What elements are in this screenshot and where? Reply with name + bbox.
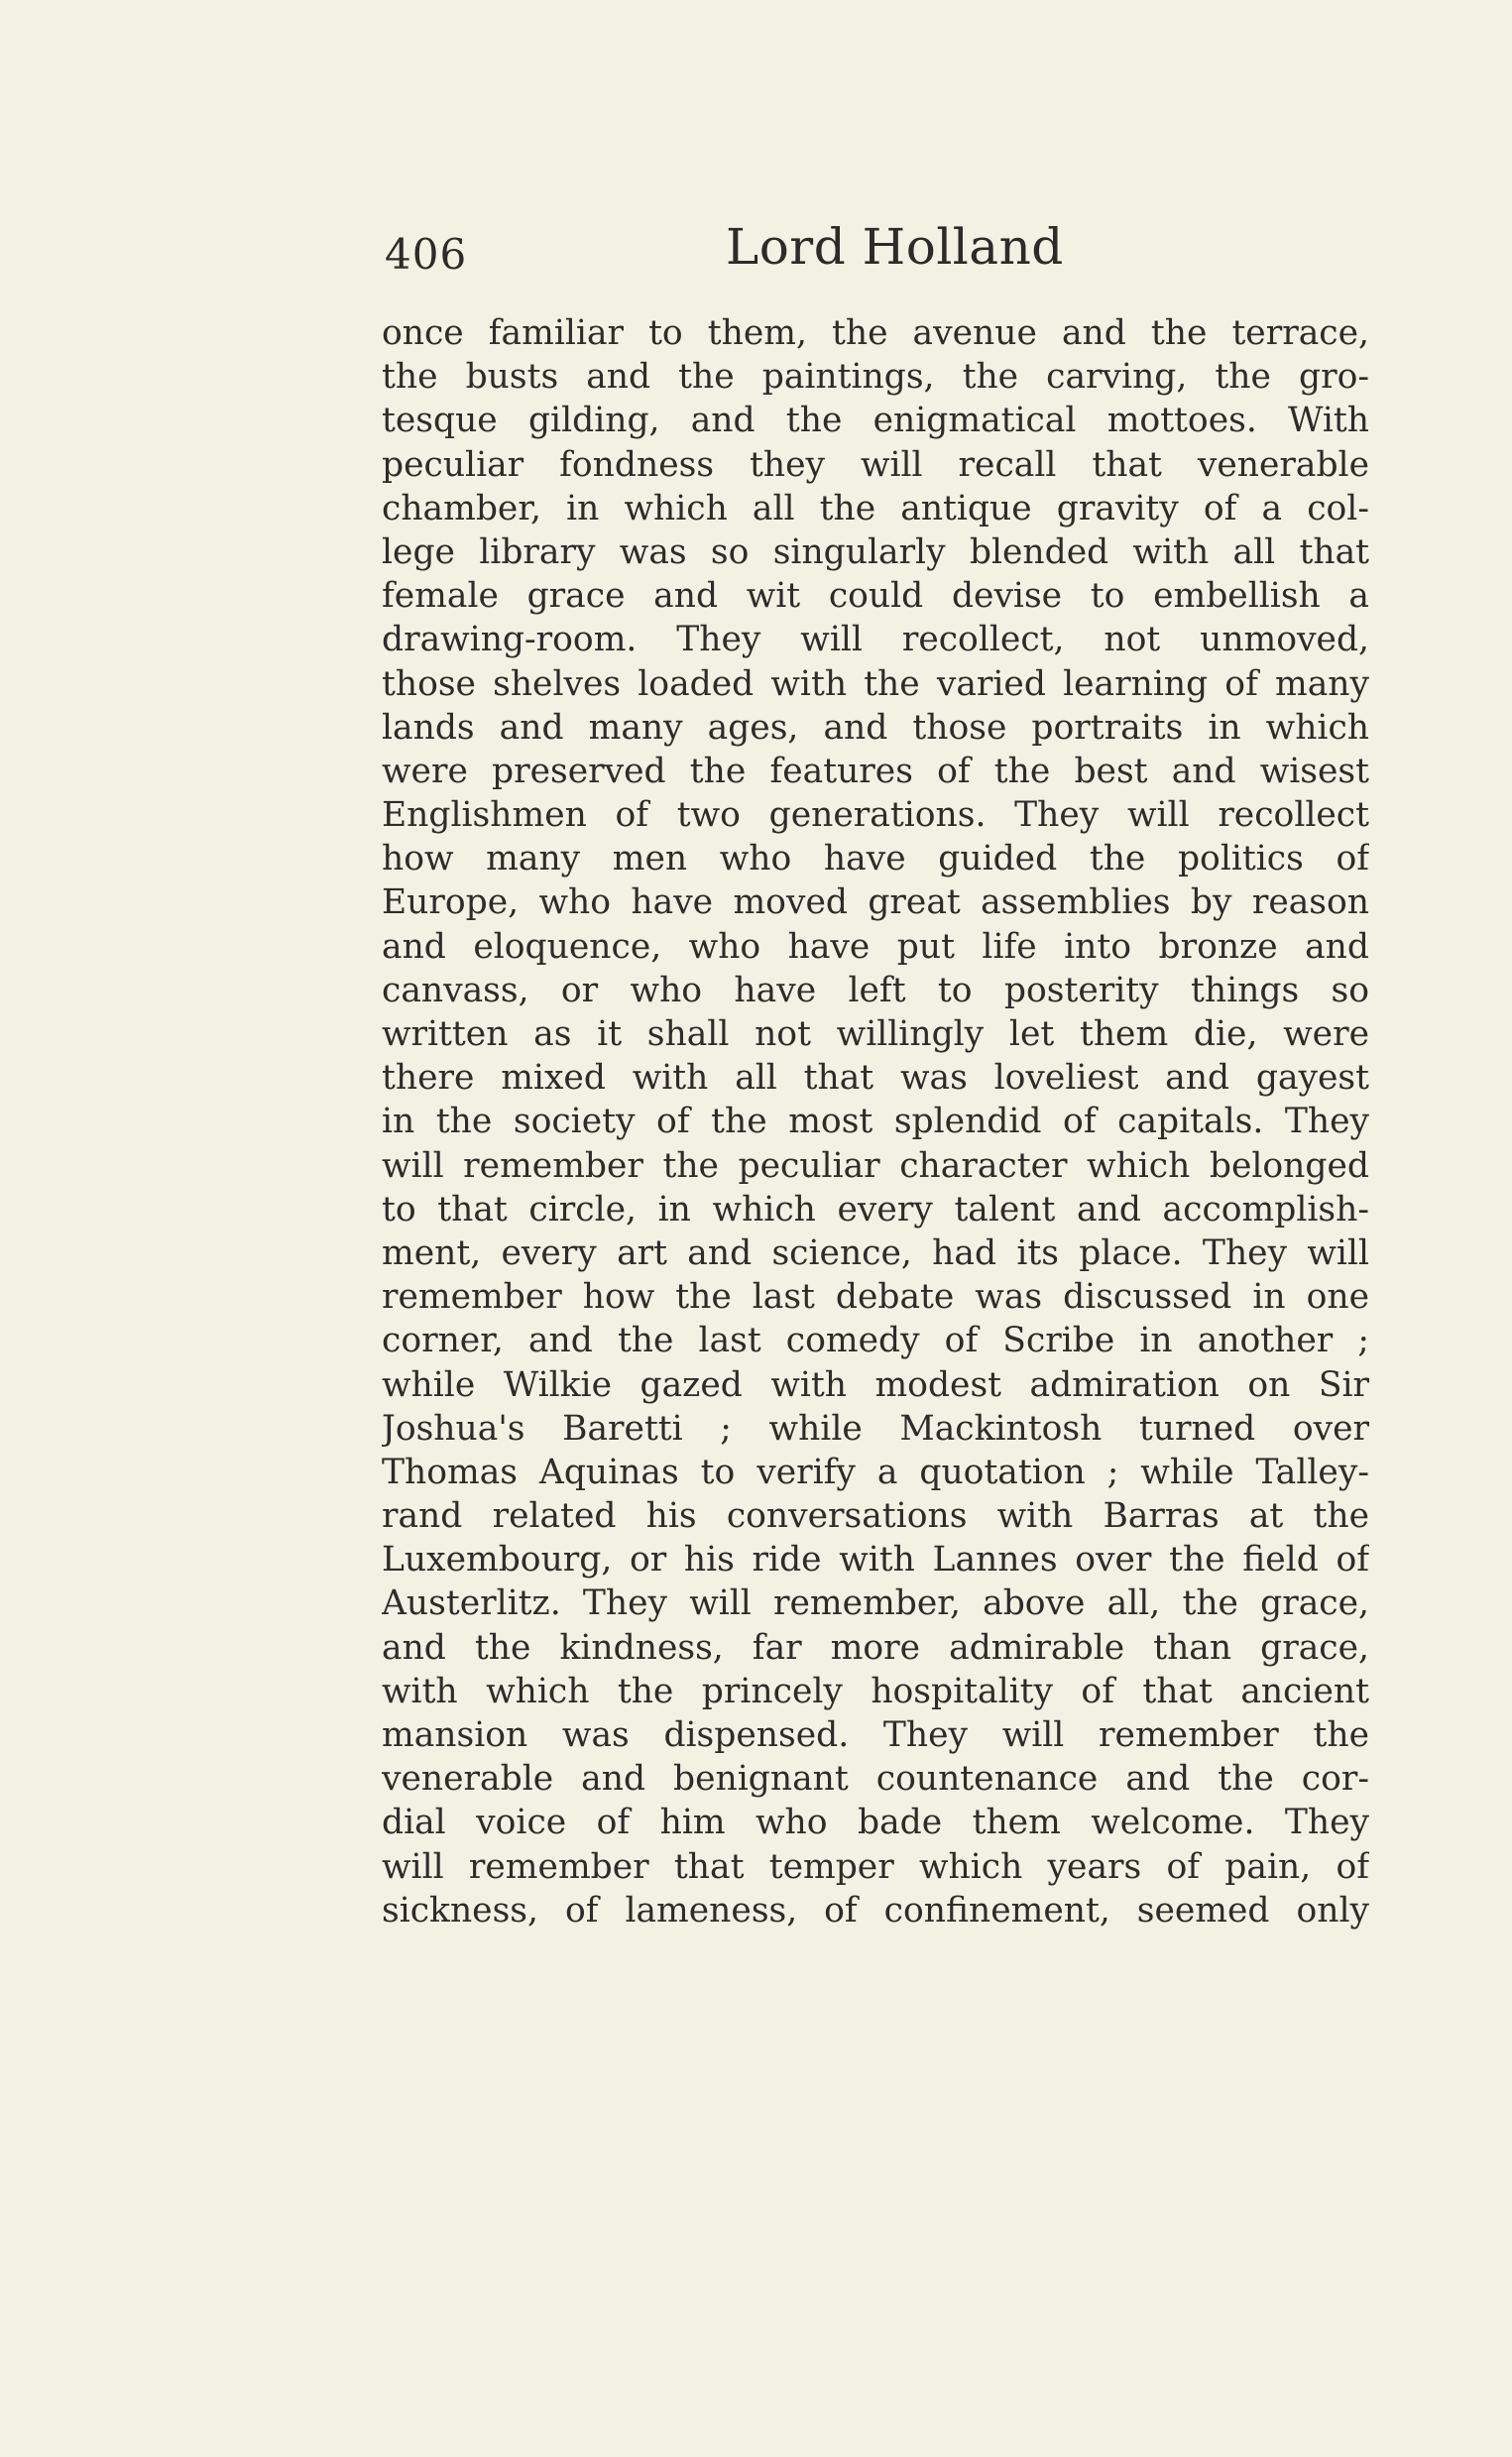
text-line: with which the princely hospitality of that ancient bbox=[382, 1671, 1369, 1711]
text-line: remember how the last debate was discussed in one bbox=[382, 1277, 1369, 1318]
text-line: Englishmen of two generations. They will recollect bbox=[382, 795, 1369, 836]
text-line: were preserved the features of the best and wisest bbox=[382, 751, 1369, 791]
text-line: lege library was so singularly blended with all that bbox=[382, 531, 1369, 572]
text-line: while Wilkie gazed with modest admiration on Sir bbox=[382, 1364, 1369, 1405]
text-line: will remember the peculiar character which belonged bbox=[382, 1145, 1369, 1186]
text-line: lands and many ages, and those portraits in which bbox=[382, 707, 1369, 748]
text-line: in the society of the most splendid of capitals. They bbox=[382, 1102, 1369, 1142]
text-line: mansion was dispensed. They will remember the bbox=[382, 1715, 1369, 1755]
text-line: canvass, or who have left to posterity things so bbox=[382, 970, 1369, 1010]
text-line: corner, and the last comedy of Scribe in another ; bbox=[382, 1321, 1369, 1361]
text-line: rand related his conversations with Barras at the bbox=[382, 1496, 1369, 1537]
text-line: Thomas Aquinas to verify a quotation ; while Talley- bbox=[382, 1452, 1369, 1492]
running-head bbox=[385, 218, 1370, 288]
text-line: peculiar fondness they will recall that venerable bbox=[382, 444, 1369, 485]
text-line: drawing-room. They will recollect, not unmoved, bbox=[382, 620, 1369, 660]
text-line: to that circle, in which every talent and accomplish- bbox=[382, 1189, 1369, 1229]
text-line: tesque gilding, and the enigmatical mottoes. With bbox=[382, 401, 1369, 441]
text-line: there mixed with all that was loveliest and gayest bbox=[382, 1058, 1369, 1099]
text-line: and eloquence, who have put life into bronze and bbox=[382, 926, 1369, 967]
text-line: dial voice of him who bade them welcome. They bbox=[382, 1803, 1369, 1843]
page-title: Lord Holland bbox=[726, 218, 1064, 276]
text-line: once familiar to them, the avenue and the terrace, bbox=[382, 313, 1369, 353]
text-line: will remember that temper which years of pain, of bbox=[382, 1846, 1369, 1887]
body-text bbox=[382, 311, 1369, 1932]
text-line: sickness, of lameness, of confinement, seemed only bbox=[382, 1890, 1369, 1930]
text-line: chamber, in which all the antique gravity of a col- bbox=[382, 488, 1369, 528]
text-line: venerable and benignant countenance and the cor- bbox=[382, 1759, 1369, 1800]
text-line: Luxembourg, or his ride with Lannes over the field of bbox=[382, 1540, 1369, 1580]
text-line: Europe, who have moved great assemblies by reason bbox=[382, 882, 1369, 923]
text-line: how many men who have guided the politics of bbox=[382, 839, 1369, 879]
text-line: written as it shall not willingly let them die, were bbox=[382, 1014, 1369, 1054]
text-line: Joshua's Baretti ; while Mackintosh turned over bbox=[382, 1408, 1369, 1449]
text-line: the busts and the paintings, the carving, the gro- bbox=[382, 357, 1369, 398]
text-line: those shelves loaded with the varied learning of many bbox=[382, 663, 1369, 704]
text-line: female grace and wit could devise to embellish a bbox=[382, 576, 1369, 617]
text-line: and the kindness, far more admirable than grace, bbox=[382, 1627, 1369, 1668]
page-number: 406 bbox=[385, 230, 468, 279]
text-line: Austerlitz. They will remember, above all, the grace, bbox=[382, 1583, 1369, 1624]
text-line: ment, every art and science, had its place. They will bbox=[382, 1232, 1369, 1273]
